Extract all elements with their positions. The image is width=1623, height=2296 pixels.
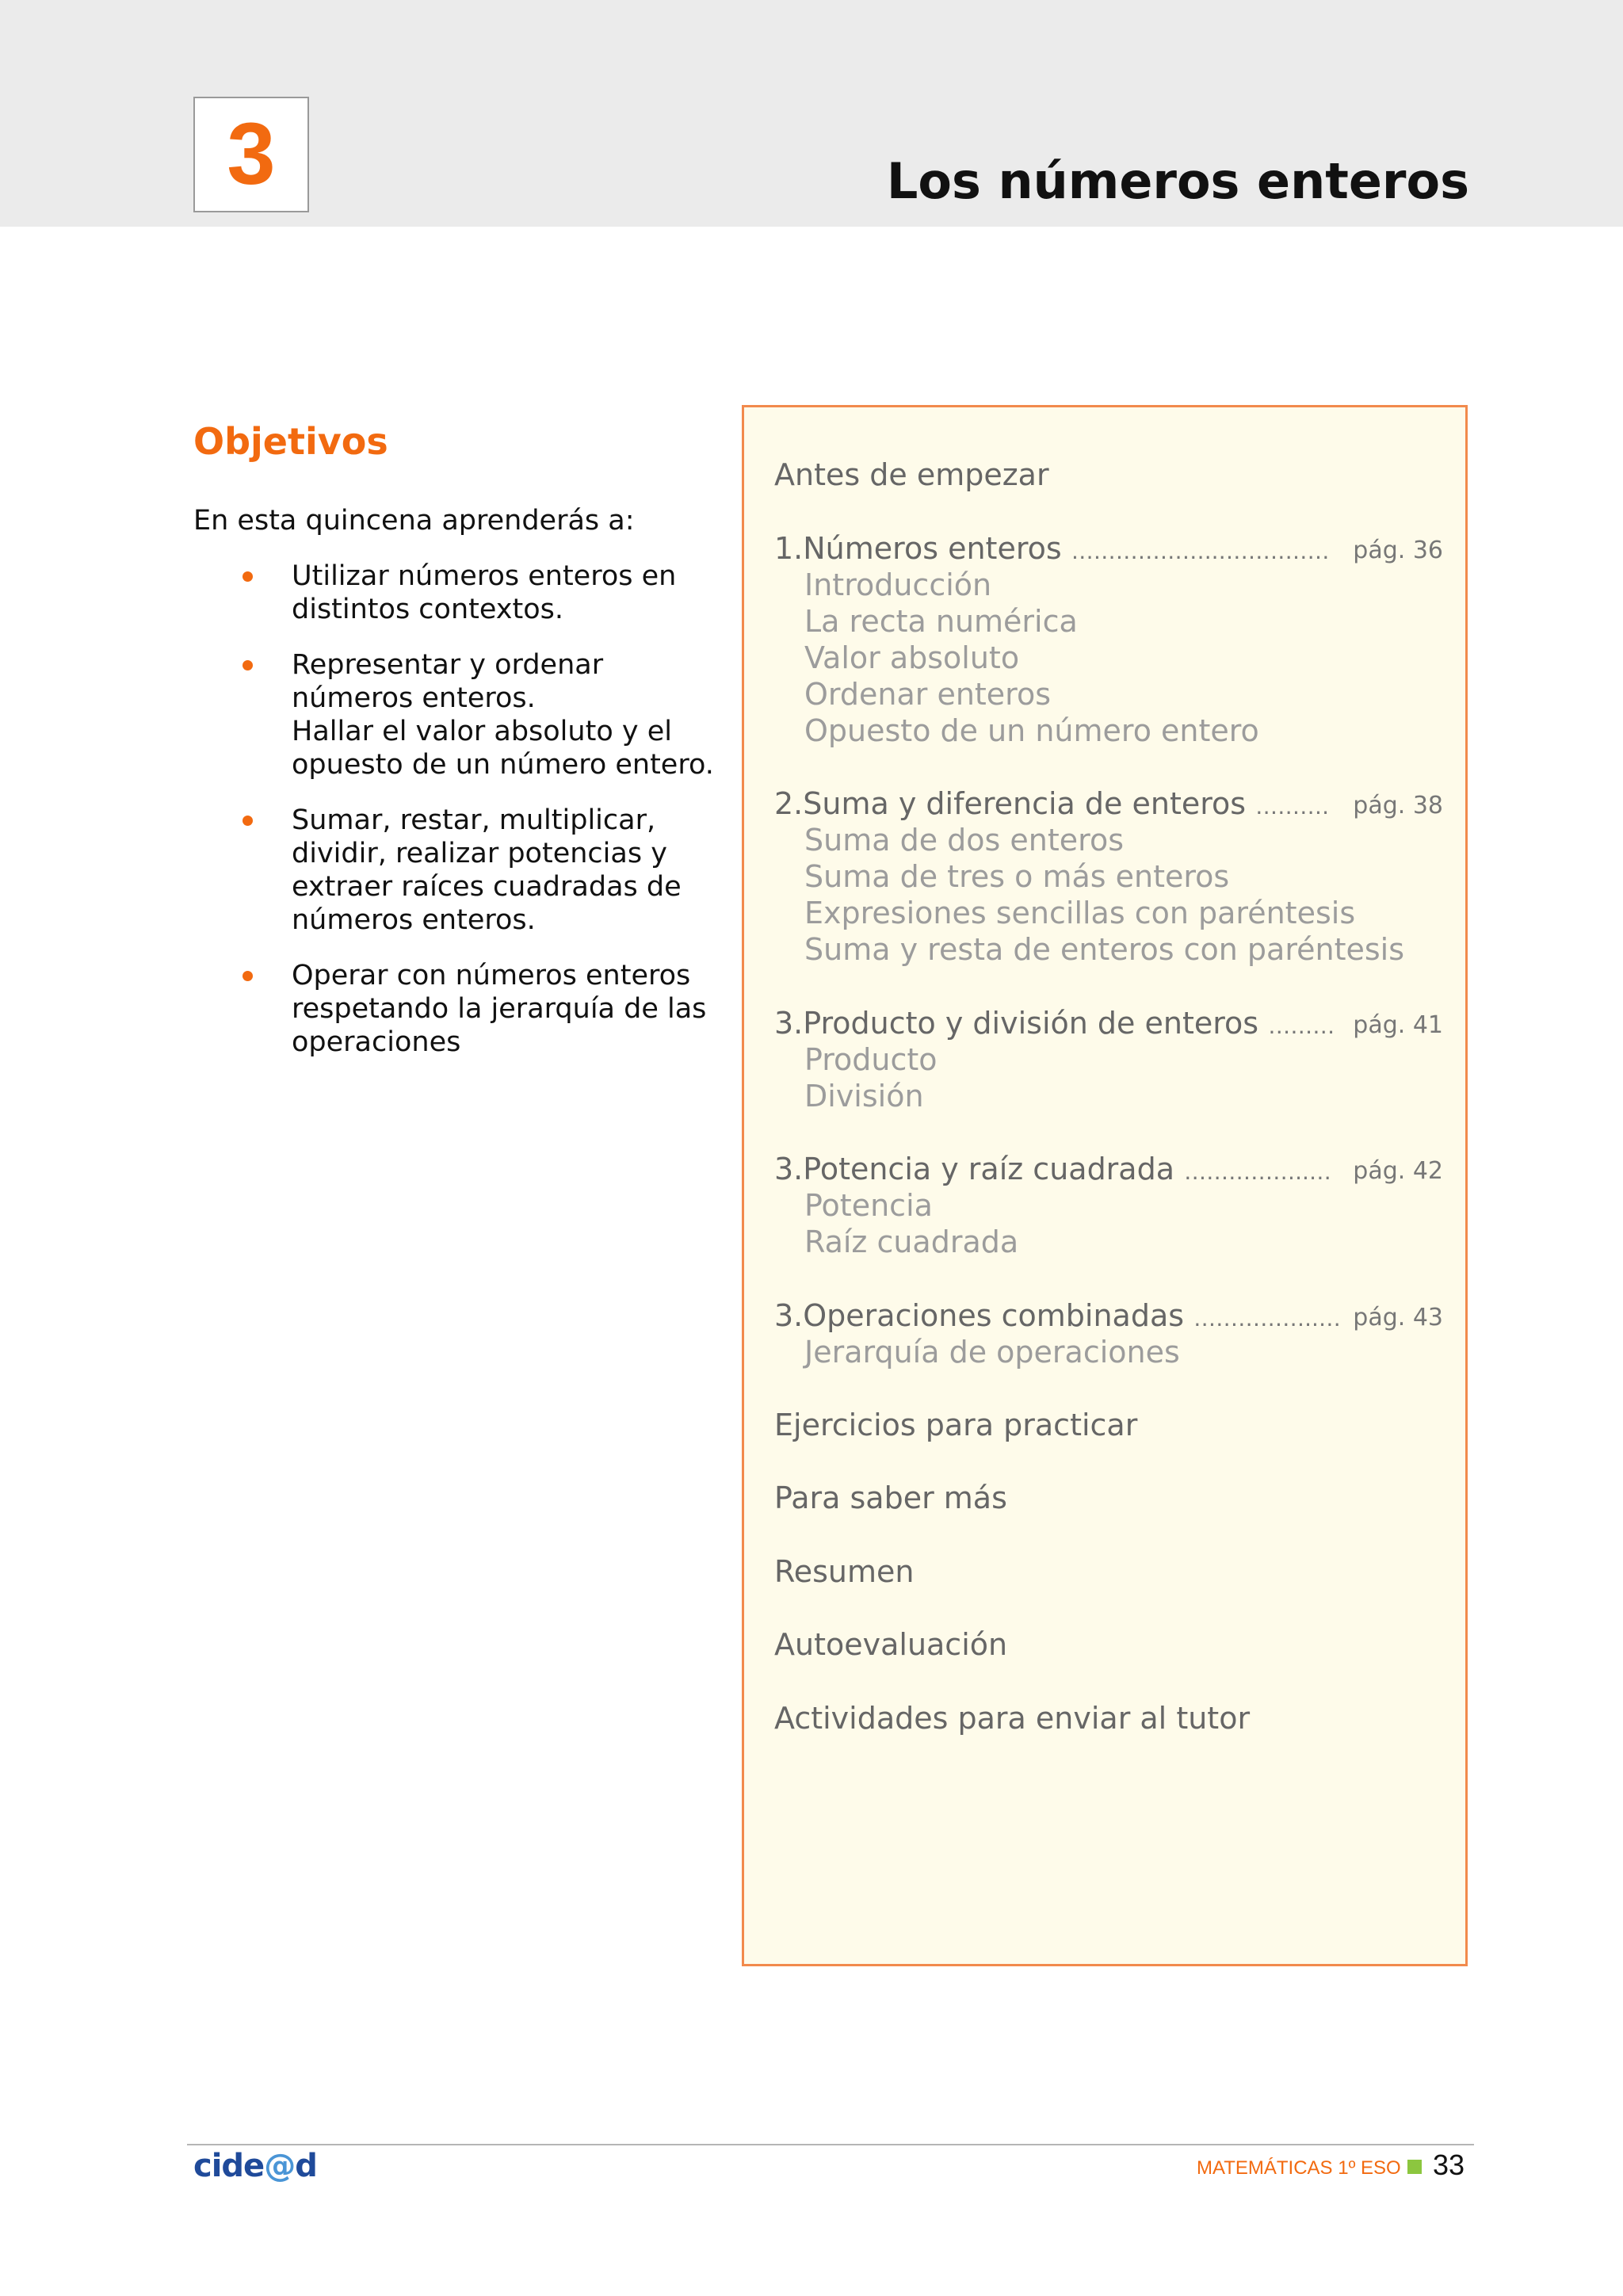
toc-subitem: Suma de tres o más enteros: [804, 859, 1230, 894]
objective-item: [193, 959, 732, 1059]
toc-section-label: 1.Números enteros: [774, 531, 1062, 566]
toc-section-label: 3.Producto y división de enteros: [774, 1006, 1259, 1041]
toc-subitem: Expresiones sencillas con paréntesis: [804, 896, 1356, 930]
toc-subitem: Introducción: [804, 567, 992, 602]
logo-at-symbol: @: [264, 2148, 296, 2184]
toc-section-label: 3.Operaciones combinadas: [774, 1298, 1185, 1333]
toc-subitem: Suma de dos enteros: [804, 823, 1124, 858]
toc-section-title: [774, 786, 1329, 821]
toc-section-title: [774, 1006, 1335, 1041]
page-number: 33: [1433, 2149, 1465, 2181]
chapter-title: Los números enteros: [886, 152, 1469, 210]
toc-subitem: Opuesto de un número entero: [804, 713, 1259, 748]
toc-extra: Para saber más: [774, 1480, 1007, 1515]
toc-subitem: Suma y resta de enteros con paréntesis: [804, 932, 1405, 967]
toc-leader: ……………..…: [1193, 1305, 1341, 1331]
objective-text: Representar y ordenar números enteros. Hallar el valor absoluto y el opuesto de un número entero.: [292, 649, 714, 781]
green-square-icon: [1407, 2160, 1422, 2174]
toc-section-title: [774, 531, 1330, 566]
toc-leader: ………………..……………: [1071, 538, 1330, 564]
table-of-contents: [742, 405, 1468, 1966]
toc-leader: ……………..…: [1184, 1159, 1331, 1185]
bullet-icon: [242, 816, 253, 826]
toc-section-title: [774, 1152, 1331, 1186]
toc-section-title: [774, 1298, 1341, 1333]
chapter-number: 3: [227, 105, 276, 203]
chapter-number-box: [193, 97, 309, 212]
toc-subitem: Valor absoluto: [804, 640, 1020, 675]
objectives-heading: Objetivos: [193, 420, 388, 463]
toc-intro: Antes de empezar: [774, 457, 1049, 492]
toc-section-label: 3.Potencia y raíz cuadrada: [774, 1152, 1175, 1186]
toc-extra: Resumen: [774, 1554, 915, 1589]
objective-item: [193, 804, 732, 937]
toc-subitem: La recta numérica: [804, 604, 1078, 639]
toc-subitem: Raíz cuadrada: [804, 1224, 1019, 1259]
toc-page-ref: pág. 38: [1353, 792, 1443, 819]
toc-page-ref: pág. 41: [1353, 1011, 1443, 1039]
toc-subitem: Potencia: [804, 1188, 933, 1223]
logo-text-start: cide: [193, 2148, 265, 2184]
objective-text: Operar con números enteros respetando la jerarquía de las operaciones: [292, 960, 707, 1058]
objective-item: [193, 560, 732, 626]
cidead-logo: [193, 2148, 317, 2184]
toc-page-ref: pág. 36: [1353, 537, 1443, 564]
toc-subitem: Producto: [804, 1042, 938, 1077]
toc-subitem: Ordenar enteros: [804, 677, 1052, 712]
toc-subitem: Jerarquía de operaciones: [804, 1335, 1180, 1370]
objective-item: [193, 648, 732, 781]
bullet-icon: [242, 571, 253, 582]
footer-subject: MATEMÁTICAS 1º ESO: [1197, 2157, 1401, 2179]
toc-extra: Actividades para enviar al tutor: [774, 1701, 1251, 1736]
bullet-icon: [242, 660, 253, 670]
toc-subitem: División: [804, 1079, 924, 1114]
toc-page-ref: pág. 42: [1353, 1157, 1443, 1185]
footer-divider: [187, 2144, 1474, 2145]
toc-page-ref: pág. 43: [1353, 1304, 1443, 1331]
toc-section-label: 2.Suma y diferencia de enteros: [774, 786, 1247, 821]
toc-extra: Autoevaluación: [774, 1627, 1008, 1662]
toc-extra: Ejercicios para practicar: [774, 1408, 1138, 1442]
logo-text-end: d: [295, 2148, 317, 2184]
objectives-list: [193, 560, 732, 1081]
bullet-icon: [242, 971, 253, 981]
objectives-intro: En esta quincena aprenderás a:: [193, 505, 635, 537]
objective-text: Sumar, restar, multiplicar, dividir, realizar potencias y extraer raíces cuadradas de números enteros.: [292, 804, 682, 936]
objective-text: Utilizar números enteros en distintos contextos.: [292, 560, 677, 625]
toc-leader: ……….: [1255, 793, 1330, 819]
toc-leader: ………: [1268, 1013, 1335, 1039]
